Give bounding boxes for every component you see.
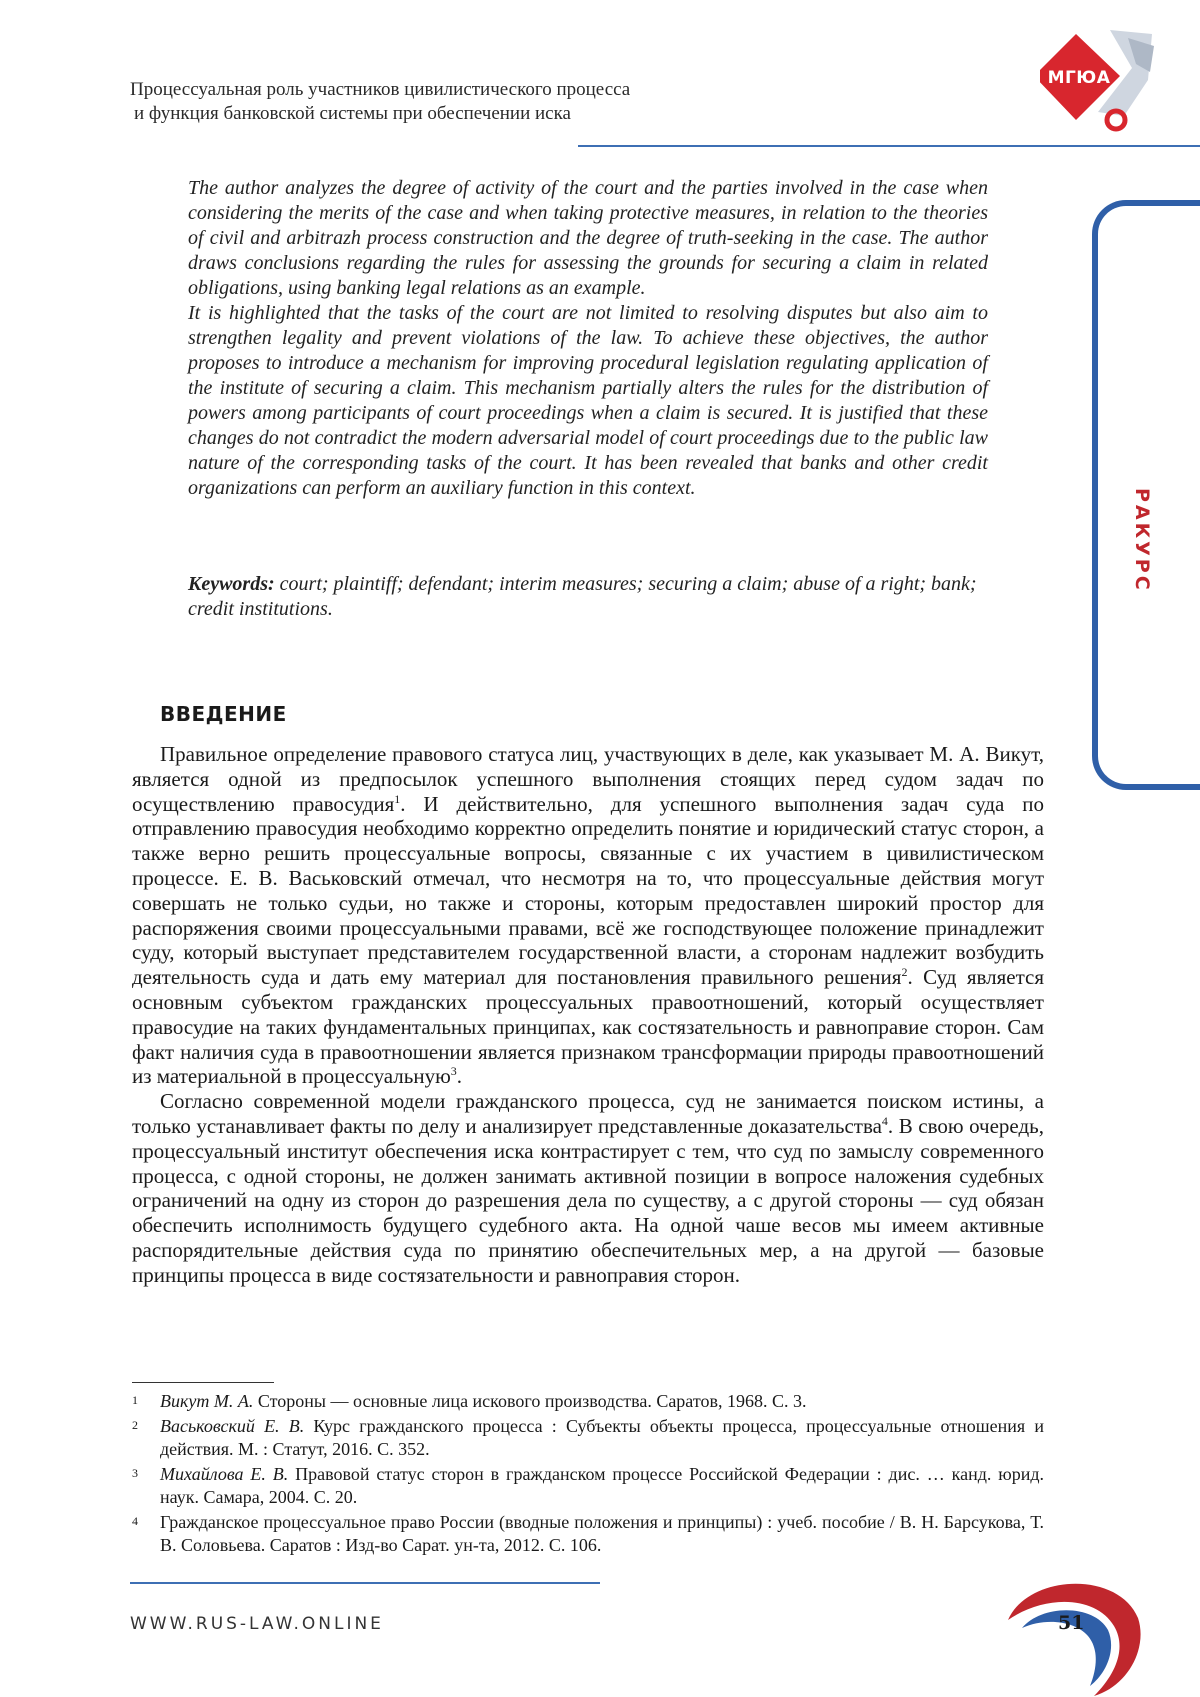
- footnote-text: [160, 1463, 1044, 1509]
- body-text: [132, 742, 1044, 1288]
- footnote-4: [132, 1511, 1044, 1557]
- keywords: [188, 572, 988, 622]
- footnote-text: [160, 1511, 1044, 1557]
- body-paragraph-2: [132, 1089, 1044, 1287]
- body-text-run: . И действительно, для успешного выполнения задач суда по отправлению правосудия необходимо корректно определить понятие и юридический статус сторон, а также верно решить процессуальные вопросы, связанные с их участием в цивилистическом процессе. Е. В. Васьковский отмечал, что несмотря на то, что процессуальные действия могут совершать не только судьи, но также и стороны, которым предоставлен широкий простор для распоряжения своими процессуальными правами, всё же господствующее положение принадлежит суду, который выступает представителем государственной власти, а сторонам надлежит возбудить деятельность суда и дать ему материал для постановления правильного решения: [132, 791, 1044, 990]
- keywords-label: Keywords:: [188, 573, 275, 595]
- footnote-3: [132, 1463, 1044, 1509]
- footnotes: [132, 1390, 1044, 1559]
- page-number: 51: [1058, 1612, 1085, 1634]
- logo-text: МГЮА: [1047, 68, 1111, 88]
- body-paragraph-1: [132, 742, 1044, 1089]
- keywords-text: court; plaintiff; defendant; interim measures; securing a claim; abuse of a right; bank; credit institutions.: [188, 573, 977, 620]
- body-text-run: .: [456, 1064, 463, 1089]
- section-heading: ВВЕДЕНИЕ: [160, 702, 287, 726]
- running-title-line-2: и функция банковской системы при обеспечении иска: [134, 103, 571, 124]
- footnote-citation: Курс гражданского процесса : Субъекты объекты процесса, процессуальные отношения и действия. М. : Статут, 2016. С. 352.: [160, 1416, 1045, 1459]
- footer-rule: [130, 1582, 600, 1584]
- footnote-2: [132, 1415, 1044, 1461]
- abstract: [188, 176, 988, 501]
- footnote-ref-4[interactable]: 4: [881, 1113, 888, 1128]
- footnote-citation: Гражданское процессуальное право России (вводные положения и принципы) : учеб. пособие / В. Н. Барсукова, Т. В. Соловьева. Саратов : Изд-во Сарат. ун-та, 2012. С. 106.: [160, 1512, 1044, 1555]
- footnote-1: [132, 1390, 1044, 1413]
- footnote-number: 1: [132, 1393, 138, 1407]
- footnote-text: [160, 1390, 1044, 1413]
- footer-url-link[interactable]: WWW.RUS-LAW.ONLINE: [130, 1614, 384, 1634]
- footnote-author: Васьковский Е. В.: [160, 1416, 305, 1436]
- running-title: [130, 78, 890, 126]
- body-text-run: Согласно современной модели гражданского процесса, суд не занимается поиском истины, а только устанавливает факты по делу и анализирует представленные доказательства: [132, 1089, 1044, 1138]
- abstract-paragraph-1: The author analyzes the degree of activity of the court and the parties involved in the case when considering the merits of the case and when taking protective measures, in relation to the theories of civil and arbitrazh process construction and the degree of truth-seeking in the case. The author draws conclusions regarding the rules for assessing the grounds for securing a claim in related obligations, using banking legal relations as an example.: [188, 177, 988, 299]
- mgua-logo: [1040, 24, 1158, 134]
- body-text-run: . Суд является основным субъектом гражданских процессуальных правоотношений, который осуществляет правосудие на таких фундаментальных принципах, как состязательность и равноправие сторон. Сам факт наличия суда в правоотношении является признаком трансформации природы правоотношений из материальной в процессуальную: [132, 965, 1044, 1089]
- footnote-text: [160, 1415, 1044, 1461]
- footnote-number: 3: [132, 1466, 138, 1480]
- footnote-citation: Правовой статус сторон в гражданском процессе Российской Федерации : дис. … канд. юрид. наук. Самара, 2004. С. 20.: [160, 1464, 1044, 1507]
- body-text-run: Правильное определение правового статуса лиц, участвующих в деле, как указывает М. А. Викут, является одной из предпосылок успешного выполнения стоящих перед судом задач по осуществлению правосудия: [132, 742, 1044, 816]
- section-label-rakurs: РАКУРС: [1131, 487, 1153, 593]
- body-text-run: . В свою очередь, процессуальный институт обеспечения иска контрастирует с тем, что суд по замыслу современного процесса, с одной стороны, не должен занимать активной позиции в вопросе наложения судебных ограничений на одну из сторон до разрешения дела по существу, а с другой стороны — суд обязан обеспечить исполнимость будущего судебного акта. На одной чаше весов мы имеем активные распорядительные действия суда по принятию обеспечительных мер, а на другой — базовые принципы процесса в виде состязательности и равноправия сторон.: [132, 1113, 1044, 1287]
- footnote-number: 4: [132, 1514, 138, 1528]
- footnote-author: Викут М. А.: [160, 1391, 254, 1411]
- header-rule: [578, 145, 1200, 147]
- footnote-rule: [132, 1382, 274, 1383]
- running-title-line-1: Процессуальная роль участников цивилистического процесса: [130, 79, 631, 100]
- footnote-author: Михайлова Е. В.: [160, 1464, 289, 1484]
- footnote-ref-3[interactable]: 3: [450, 1064, 457, 1079]
- abstract-paragraph-2: It is highlighted that the tasks of the court are not limited to resolving disputes but also aim to strengthen legality and prevent violations of the law. To achieve these objectives, the author proposes to introduce a mechanism for improving procedural legislation regulating application of the institute of securing a claim. This mechanism partially alters the rules for the distribution of powers among participants of court proceedings when a claim is secured. It is justified that these changes do not contradict the modern adversarial model of court proceedings due to the public law nature of the corresponding tasks of the court. It has been revealed that banks and other credit organizations can perform an auxiliary function in this context.: [188, 302, 988, 499]
- footnote-ref-1[interactable]: 1: [394, 791, 401, 806]
- footnote-ref-2[interactable]: 2: [901, 965, 908, 980]
- footnote-citation: Стороны — основные лица искового производства. Саратов, 1968. С. 3.: [253, 1391, 807, 1411]
- footnote-number: 2: [132, 1418, 138, 1432]
